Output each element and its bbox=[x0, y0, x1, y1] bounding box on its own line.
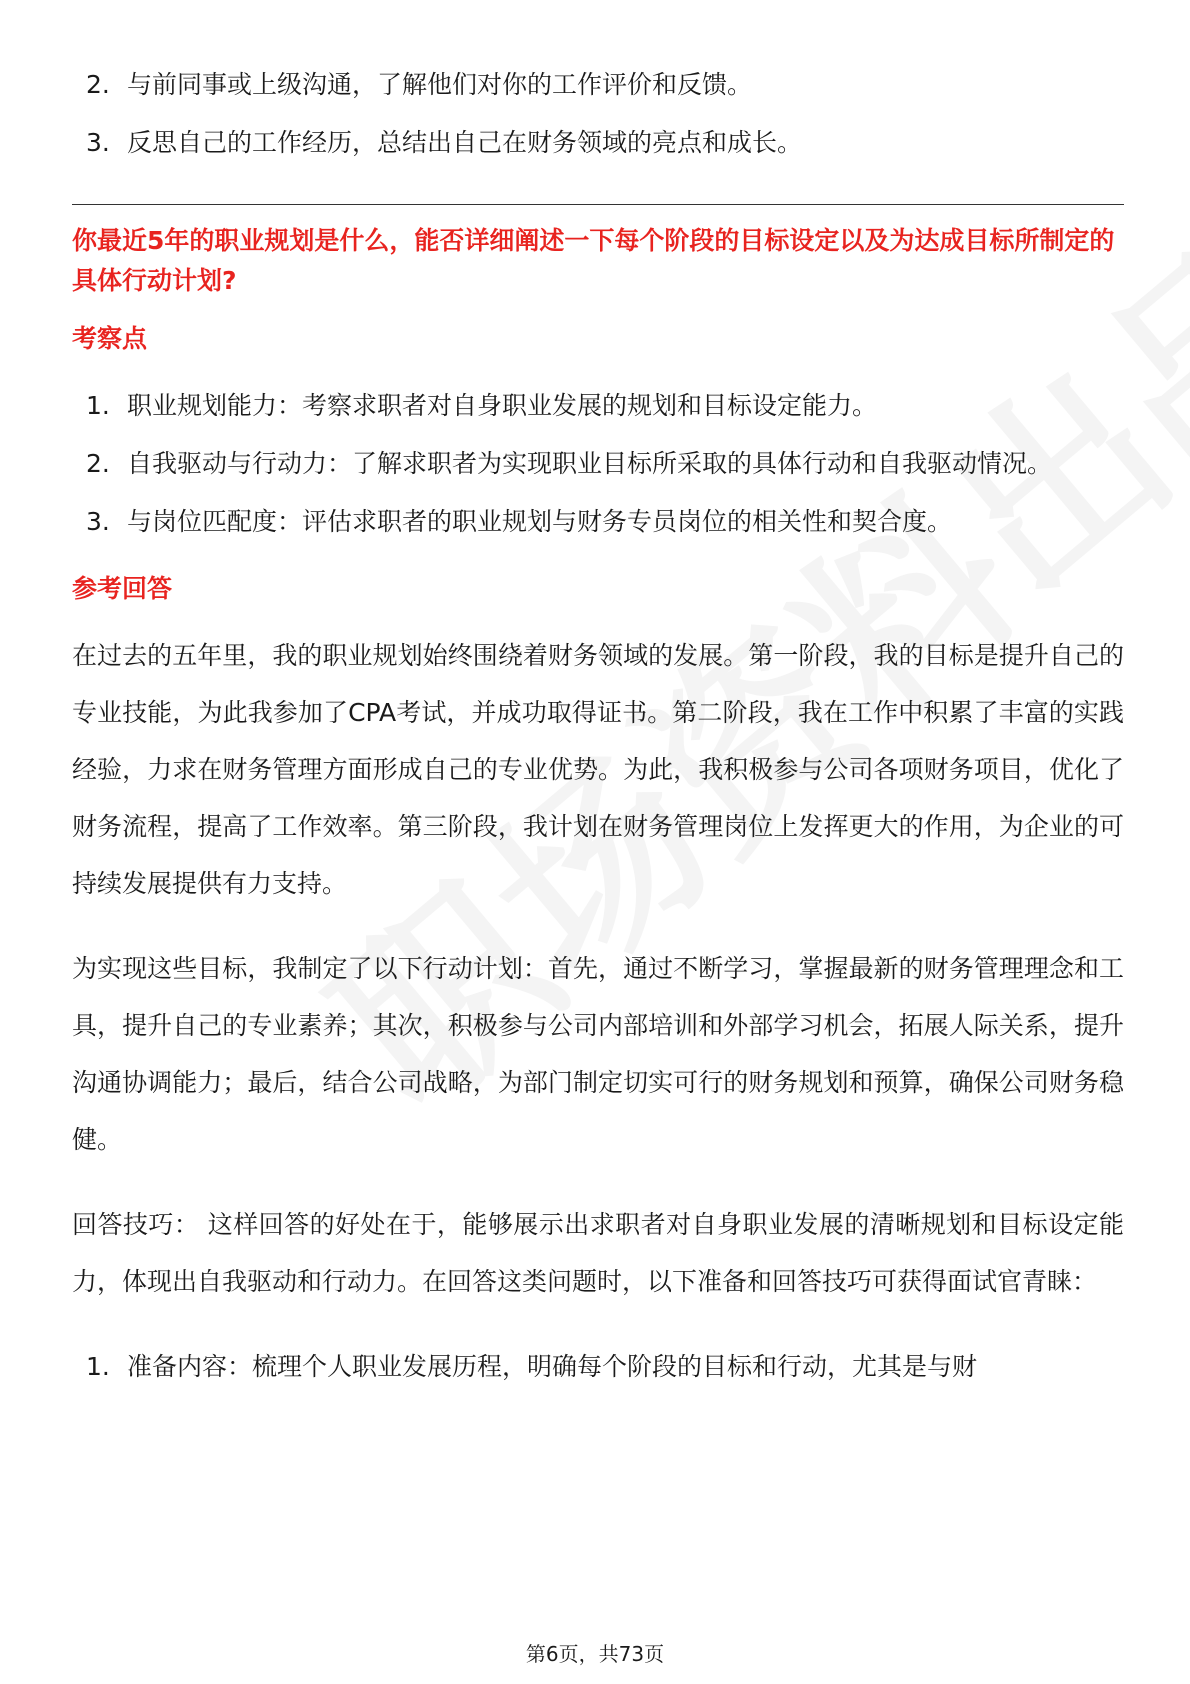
question-heading: 你最近5年的职业规划是什么，能否详细阐述一下每个阶段的目标设定以及为达成目标所制定的具体行动计划? bbox=[72, 226, 1115, 295]
answer-paragraph: 为实现这些目标，我制定了以下行动计划：首先，通过不断学习，掌握最新的财务管理理念和工具，提升自己的专业素养；其次，积极参与公司内部培训和外部学习机会，拓展人际关系，提升沟通协调能力；最后，结合公司战略，为部门制定切实可行的财务规划和预算，确保公司财务稳健。 bbox=[72, 954, 1124, 1154]
list-number: 3. bbox=[86, 128, 110, 157]
document-page bbox=[72, 56, 1124, 1396]
list-number: 2. bbox=[86, 70, 110, 99]
list-number: 1. bbox=[86, 391, 110, 420]
list-item bbox=[72, 114, 1124, 172]
list-item bbox=[72, 435, 1124, 493]
list-text: 准备内容：梳理个人职业发展历程，明确每个阶段的目标和行动，尤其是与财 bbox=[127, 1352, 978, 1381]
page-footer: 第6页，共73页 bbox=[525, 1642, 665, 1666]
list-item bbox=[72, 493, 1124, 551]
list-text: 与岗位匹配度：评估求职者的职业规划与财务专员岗位的相关性和契合度。 bbox=[127, 507, 953, 536]
list-item bbox=[72, 1338, 1124, 1396]
list-number: 2. bbox=[86, 449, 110, 478]
list-number: 1. bbox=[86, 1352, 110, 1381]
list-text: 反思自己的工作经历，总结出自己在财务领域的亮点和成长。 bbox=[127, 128, 803, 157]
intro-list bbox=[72, 56, 1124, 172]
answer-paragraph: 在过去的五年里，我的职业规划始终围绕着财务领域的发展。第一阶段，我的目标是提升自己的专业技能，为此我参加了CPA考试，并成功取得证书。第二阶段，我在工作中积累了丰富的实践经验，力求在财务管理方面形成自己的专业优势。为此，我积极参与公司各项财务项目，优化了财务流程，提高了工作效率。第三阶段，我计划在财务管理岗位上发挥更大的作用，为企业的可持续发展提供有力支持。 bbox=[72, 641, 1124, 898]
list-text: 与前同事或上级沟通，了解他们对你的工作评价和反馈。 bbox=[127, 70, 753, 99]
answer-paragraph: 回答技巧： 这样回答的好处在于，能够展示出求职者对自身职业发展的清晰规划和目标设定能力，体现出自我驱动和行动力。在回答这类问题时，以下准备和回答技巧可获得面试官青睐： bbox=[72, 1210, 1124, 1296]
list-item bbox=[72, 377, 1124, 435]
list-number: 3. bbox=[86, 507, 110, 536]
assessment-label: 考察点 bbox=[72, 324, 148, 353]
list-text: 职业规划能力：考察求职者对自身职业发展的规划和目标设定能力。 bbox=[127, 391, 878, 420]
list-item bbox=[72, 56, 1124, 114]
section-divider bbox=[72, 204, 1124, 205]
tips-list bbox=[72, 1338, 1124, 1396]
answer-label: 参考回答 bbox=[72, 574, 173, 603]
list-text: 自我驱动与行动力：了解求职者为实现职业目标所采取的具体行动和自我驱动情况。 bbox=[127, 449, 1053, 478]
assessment-list bbox=[72, 377, 1124, 551]
